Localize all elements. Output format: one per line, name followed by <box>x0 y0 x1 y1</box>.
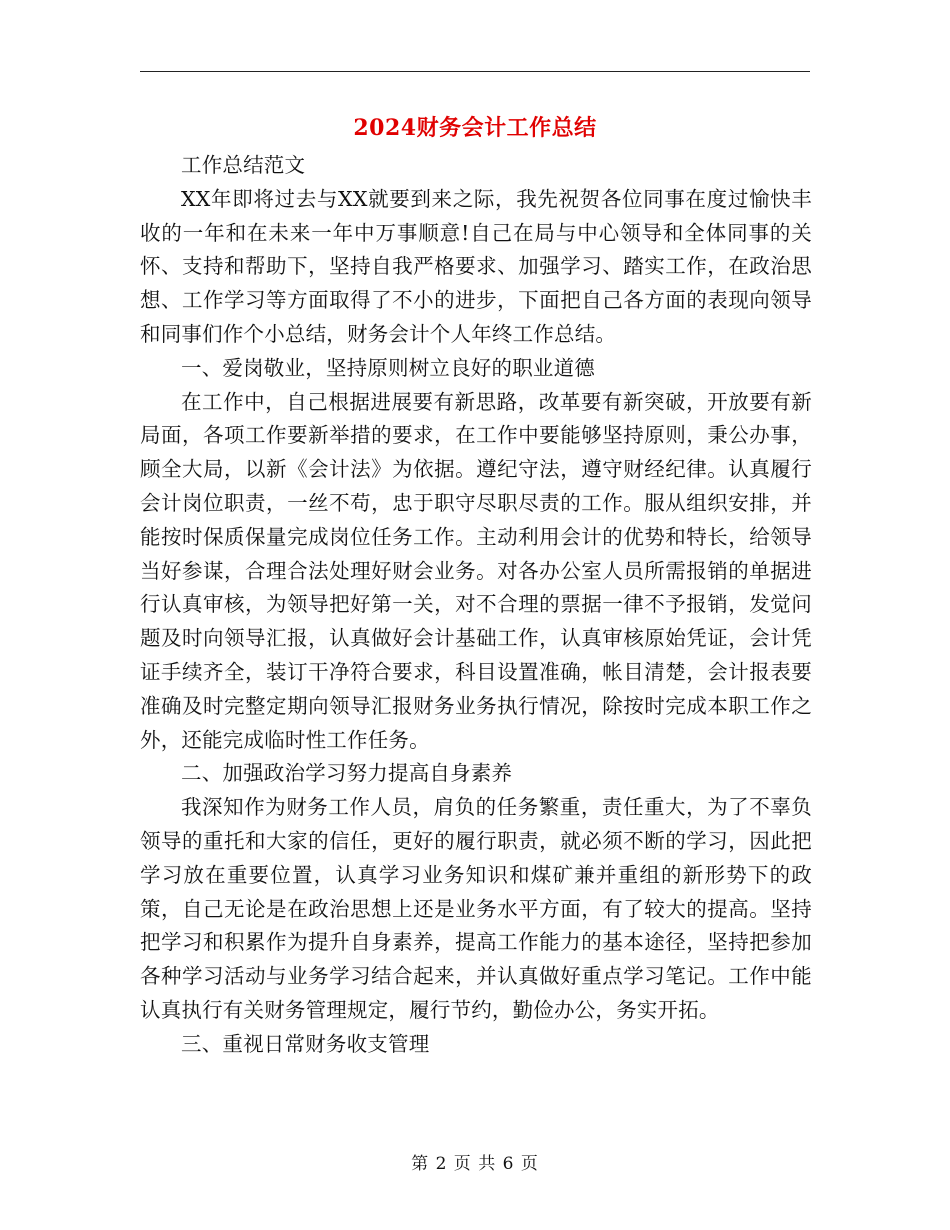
page-footer: 第 2 页 共 6 页 <box>411 1154 539 1174</box>
paragraph-subtitle: 工作总结范文 <box>181 153 306 177</box>
document-body <box>140 149 812 1062</box>
document-title: 2024财务会计工作总结 <box>353 115 597 141</box>
section-heading-3: 三、重视日常财务收支管理 <box>181 1031 430 1056</box>
section-heading-2: 二、加强政治学习努力提高自身素养 <box>181 761 513 786</box>
paragraph-section-1: 在工作中，自己根据进展要有新思路，改革要有新突破，开放要有新局面，各项工作要新举措的要求，在工作中要能够坚持原则，秉公办事，顾全大局，以新《会计法》为依据。遵纪守法，遵守财经纪律。认真履行会计岗位职责，一丝不苟，忠于职守尽职尽责的工作。服从组织安排，并能按时保质保量完成岗位任务工作。主动利用会计的优势和特长，给领导当好参谋，合理合法处理好财会业务。对各办公室人员所需报销的单据进行认真审核，为领导把好第一关，对不合理的票据一律不予报销，发觉问题及时向领导汇报，认真做好会计基础工作，认真审核原始凭证，会计凭证手续齐全，装订干净符合要求，科目设置准确，帐目清楚，会计报表要准确及时完整定期向领导汇报财务业务执行情况，除按时完成本职工作之外，还能完成临时性工作任务。 <box>140 389 812 752</box>
header-rule <box>140 71 810 72</box>
section-heading-1: 一、爱岗敬业，坚持原则树立良好的职业道德 <box>181 355 595 380</box>
paragraph-section-2: 我深知作为财务工作人员，肩负的任务繁重，责任重大，为了不辜负领导的重托和大家的信任，更好的履行职责，就必须不断的学习，因此把学习放在重要位置，认真学习业务知识和煤矿兼并重组的新形势下的政策，自己无论是在政治思想上还是业务水平方面，有了较大的提高。坚持把学习和积累作为提升自身素养，提高工作能力的基本途径，坚持把参加各种学习活动与业务学习结合起来，并认真做好重点学习笔记。工作中能认真执行有关财务管理规定，履行节约，勤俭办公，务实开拓。 <box>140 795 812 1022</box>
paragraph-intro: XX年即将过去与XX就要到来之际，我先祝贺各位同事在度过愉快丰收的一年和在未来一年中万事顺意!自己在局与中心领导和全体同事的关怀、支持和帮助下，坚持自我严格要求、加强学习、踏实工作，在政治思想、工作学习等方面取得了不小的进步，下面把自己各方面的表现向领导和同事们作个小总结，财务会计个人年终工作总结。 <box>140 186 812 346</box>
